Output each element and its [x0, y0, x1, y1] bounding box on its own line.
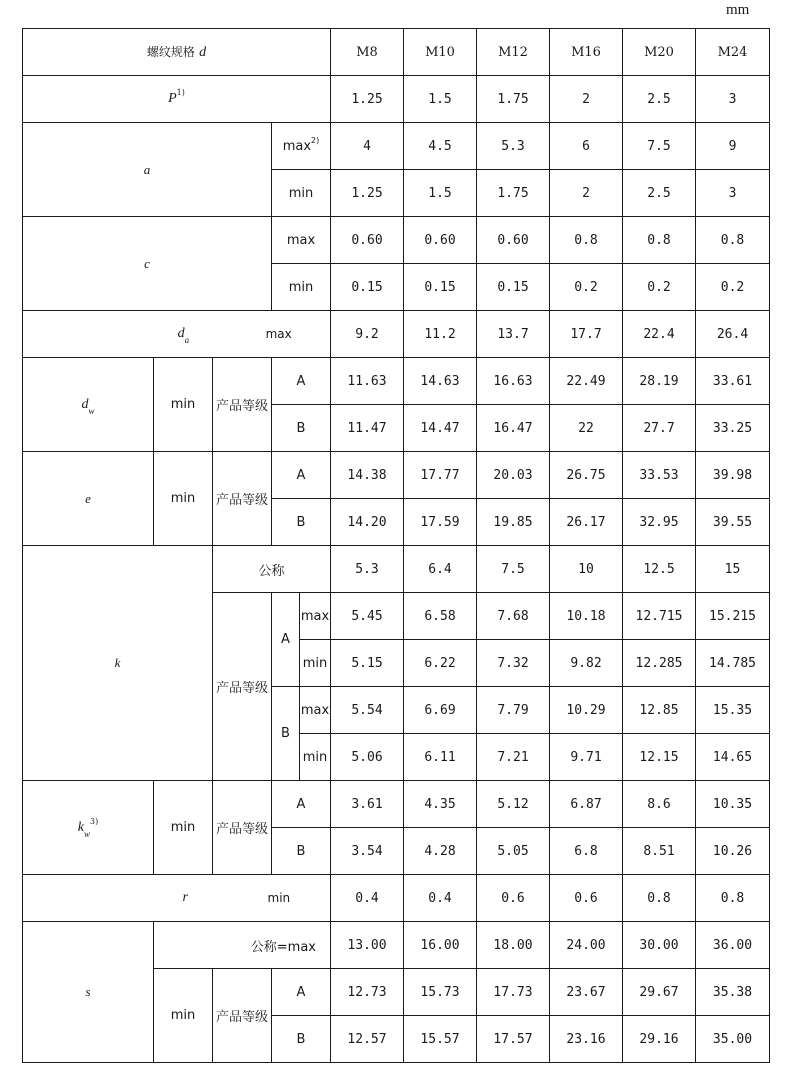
grade-a: A [272, 781, 331, 828]
row-da [23, 311, 770, 358]
value-cell: 1.25 [331, 170, 404, 217]
value-cell: 0.8 [623, 875, 696, 922]
value-cell: 12.85 [623, 687, 696, 734]
value-cell: 0.15 [477, 264, 550, 311]
value-cell: 11.63 [331, 358, 404, 405]
param-k: k [23, 546, 213, 781]
thread-spec-header [23, 29, 331, 76]
value-cell: 29.67 [623, 969, 696, 1016]
value-cell: 36.00 [696, 922, 770, 969]
value-cell: 10 [550, 546, 623, 593]
param-p [23, 76, 331, 123]
value-cell: 8.51 [623, 828, 696, 875]
value-cell: 9 [696, 123, 770, 170]
param-r [23, 875, 331, 922]
value-cell: 33.25 [696, 405, 770, 452]
value-cell: 1.5 [404, 76, 477, 123]
value-cell: 0.2 [550, 264, 623, 311]
value-cell: 5.15 [331, 640, 404, 687]
value-cell: 0.2 [623, 264, 696, 311]
value-cell: 14.20 [331, 499, 404, 546]
footnote-ref: 2) [311, 135, 320, 145]
value-cell: 26.75 [550, 452, 623, 499]
param-e: e [23, 452, 154, 546]
limit-min: min [272, 264, 331, 311]
grade-a: A [272, 593, 300, 687]
max-label: max [282, 138, 312, 154]
limit-max: max [300, 593, 331, 640]
value-cell: 11.47 [331, 405, 404, 452]
value-cell: 26.4 [696, 311, 770, 358]
value-cell: 1.75 [477, 170, 550, 217]
value-cell: 7.5 [623, 123, 696, 170]
value-cell: 5.3 [477, 123, 550, 170]
value-cell: 6.87 [550, 781, 623, 828]
size-header: M12 [477, 29, 550, 76]
value-cell: 6.58 [404, 593, 477, 640]
value-cell: 14.47 [404, 405, 477, 452]
value-cell: 9.2 [331, 311, 404, 358]
grade-label: 产品等级 [213, 593, 272, 781]
value-cell: 13.00 [331, 922, 404, 969]
value-cell: 0.2 [696, 264, 770, 311]
thread-spec-label: 螺纹规格 [146, 45, 195, 59]
size-header: M24 [696, 29, 770, 76]
value-cell: 16.47 [477, 405, 550, 452]
value-cell: 4.5 [404, 123, 477, 170]
value-cell: 0.8 [696, 217, 770, 264]
size-header: M16 [550, 29, 623, 76]
value-cell: 12.5 [623, 546, 696, 593]
row-e-a [23, 452, 770, 499]
value-cell: 1.25 [331, 76, 404, 123]
value-cell: 7.32 [477, 640, 550, 687]
value-cell: 11.2 [404, 311, 477, 358]
value-cell: 39.98 [696, 452, 770, 499]
grade-label: 产品等级 [213, 358, 272, 452]
param-c: c [23, 217, 272, 311]
value-cell: 22 [550, 405, 623, 452]
row-a-max [23, 123, 770, 170]
value-cell: 7.5 [477, 546, 550, 593]
row-k-nominal [23, 546, 770, 593]
size-header: M20 [623, 29, 696, 76]
row-p [23, 76, 770, 123]
value-cell: 12.57 [331, 1016, 404, 1063]
value-cell: 15.73 [404, 969, 477, 1016]
value-cell: 17.59 [404, 499, 477, 546]
value-cell: 0.15 [404, 264, 477, 311]
grade-a: A [272, 969, 331, 1016]
value-cell: 8.6 [623, 781, 696, 828]
value-cell: 1.5 [404, 170, 477, 217]
value-cell: 22.4 [623, 311, 696, 358]
value-cell: 22.49 [550, 358, 623, 405]
value-cell: 0.60 [477, 217, 550, 264]
grade-label: 产品等级 [213, 781, 272, 875]
value-cell: 5.3 [331, 546, 404, 593]
grade-b: B [272, 405, 331, 452]
grade-b: B [272, 499, 331, 546]
param-symbol: r [182, 890, 188, 905]
value-cell: 20.03 [477, 452, 550, 499]
value-cell: 12.715 [623, 593, 696, 640]
value-cell: 9.82 [550, 640, 623, 687]
value-cell: 0.6 [550, 875, 623, 922]
value-cell: 26.17 [550, 499, 623, 546]
value-cell: 5.06 [331, 734, 404, 781]
thread-spec-symbol: d [199, 45, 207, 60]
limit-max [272, 123, 331, 170]
value-cell: 33.53 [623, 452, 696, 499]
value-cell: 27.7 [623, 405, 696, 452]
value-cell: 12.15 [623, 734, 696, 781]
value-cell: 2.5 [623, 76, 696, 123]
row-s-nominal [23, 922, 770, 969]
value-cell: 15 [696, 546, 770, 593]
footnote-ref: 3) [90, 816, 99, 826]
limit-max: max [300, 687, 331, 734]
limit-min: min [154, 452, 213, 546]
value-cell: 5.05 [477, 828, 550, 875]
param-a: a [23, 123, 272, 217]
value-cell: 12.73 [331, 969, 404, 1016]
value-cell: 10.35 [696, 781, 770, 828]
value-cell: 7.21 [477, 734, 550, 781]
size-header: M10 [404, 29, 477, 76]
value-cell: 5.45 [331, 593, 404, 640]
value-cell: 12.285 [623, 640, 696, 687]
value-cell: 30.00 [623, 922, 696, 969]
value-cell: 7.68 [477, 593, 550, 640]
value-cell: 6.69 [404, 687, 477, 734]
param-symbol: d [81, 396, 89, 412]
value-cell: 10.18 [550, 593, 623, 640]
grade-label: 产品等级 [213, 969, 272, 1063]
value-cell: 0.4 [331, 875, 404, 922]
param-symbol: d [177, 326, 185, 341]
value-cell: 19.85 [477, 499, 550, 546]
value-cell: 16.00 [404, 922, 477, 969]
value-cell: 17.77 [404, 452, 477, 499]
limit-min: min [300, 640, 331, 687]
value-cell: 15.215 [696, 593, 770, 640]
value-cell: 6 [550, 123, 623, 170]
limit-min: min [154, 781, 213, 875]
value-cell: 6.4 [404, 546, 477, 593]
value-cell: 23.16 [550, 1016, 623, 1063]
row-c-max [23, 217, 770, 264]
value-cell: 1.75 [477, 76, 550, 123]
value-cell: 33.61 [696, 358, 770, 405]
value-cell: 6.11 [404, 734, 477, 781]
nominal-label: 公称 [213, 546, 331, 593]
value-cell: 10.26 [696, 828, 770, 875]
value-cell: 2 [550, 170, 623, 217]
value-cell: 6.22 [404, 640, 477, 687]
value-cell: 17.7 [550, 311, 623, 358]
grade-b: B [272, 687, 300, 781]
value-cell: 4.28 [404, 828, 477, 875]
value-cell: 35.38 [696, 969, 770, 1016]
value-cell: 3 [696, 170, 770, 217]
value-cell: 18.00 [477, 922, 550, 969]
limit-max: max [272, 217, 331, 264]
value-cell: 24.00 [550, 922, 623, 969]
value-cell: 0.6 [477, 875, 550, 922]
value-cell: 3 [696, 76, 770, 123]
grade-a: A [272, 452, 331, 499]
value-cell: 0.15 [331, 264, 404, 311]
value-cell: 28.19 [623, 358, 696, 405]
param-symbol: P [168, 91, 177, 106]
value-cell: 2.5 [623, 170, 696, 217]
value-cell: 0.8 [623, 217, 696, 264]
value-cell: 0.60 [404, 217, 477, 264]
limit-min: min [267, 891, 291, 905]
limit-min: min [300, 734, 331, 781]
header-row [23, 29, 770, 76]
value-cell: 14.65 [696, 734, 770, 781]
row-kw-a [23, 781, 770, 828]
param-subscript: a [184, 335, 190, 345]
value-cell: 0.4 [404, 875, 477, 922]
dimension-table [22, 28, 770, 1063]
limit-max: max [265, 327, 292, 341]
value-cell: 7.79 [477, 687, 550, 734]
row-r [23, 875, 770, 922]
param-symbol: k [77, 819, 84, 835]
value-cell: 14.63 [404, 358, 477, 405]
param-dw [23, 358, 154, 452]
value-cell: 5.12 [477, 781, 550, 828]
size-header: M8 [331, 29, 404, 76]
param-subscript: w [88, 405, 95, 416]
row-dw-a [23, 358, 770, 405]
limit-min: min [154, 358, 213, 452]
value-cell: 6.8 [550, 828, 623, 875]
value-cell: 5.54 [331, 687, 404, 734]
value-cell: 15.57 [404, 1016, 477, 1063]
value-cell: 4.35 [404, 781, 477, 828]
unit-label: mm [726, 2, 750, 18]
value-cell: 3.61 [331, 781, 404, 828]
param-da [23, 311, 331, 358]
value-cell: 17.73 [477, 969, 550, 1016]
value-cell: 39.55 [696, 499, 770, 546]
value-cell: 2 [550, 76, 623, 123]
value-cell: 3.54 [331, 828, 404, 875]
value-cell: 4 [331, 123, 404, 170]
value-cell: 35.00 [696, 1016, 770, 1063]
value-cell: 32.95 [623, 499, 696, 546]
limit-min: min [154, 969, 213, 1063]
value-cell: 16.63 [477, 358, 550, 405]
param-kw [23, 781, 154, 875]
grade-b: B [272, 1016, 331, 1063]
grade-a: A [272, 358, 331, 405]
value-cell: 23.67 [550, 969, 623, 1016]
value-cell: 15.35 [696, 687, 770, 734]
value-cell: 17.57 [477, 1016, 550, 1063]
value-cell: 14.38 [331, 452, 404, 499]
footnote-ref: 1) [176, 88, 185, 97]
value-cell: 10.29 [550, 687, 623, 734]
grade-b: B [272, 828, 331, 875]
nominal-max-label: 公称=max [154, 922, 331, 969]
value-cell: 0.60 [331, 217, 404, 264]
grade-label: 产品等级 [213, 452, 272, 546]
value-cell: 13.7 [477, 311, 550, 358]
param-subscript: w [83, 828, 90, 839]
value-cell: 0.8 [550, 217, 623, 264]
value-cell: 29.16 [623, 1016, 696, 1063]
value-cell: 9.71 [550, 734, 623, 781]
limit-min: min [272, 170, 331, 217]
value-cell: 0.8 [696, 875, 770, 922]
value-cell: 14.785 [696, 640, 770, 687]
param-s: s [23, 922, 154, 1063]
